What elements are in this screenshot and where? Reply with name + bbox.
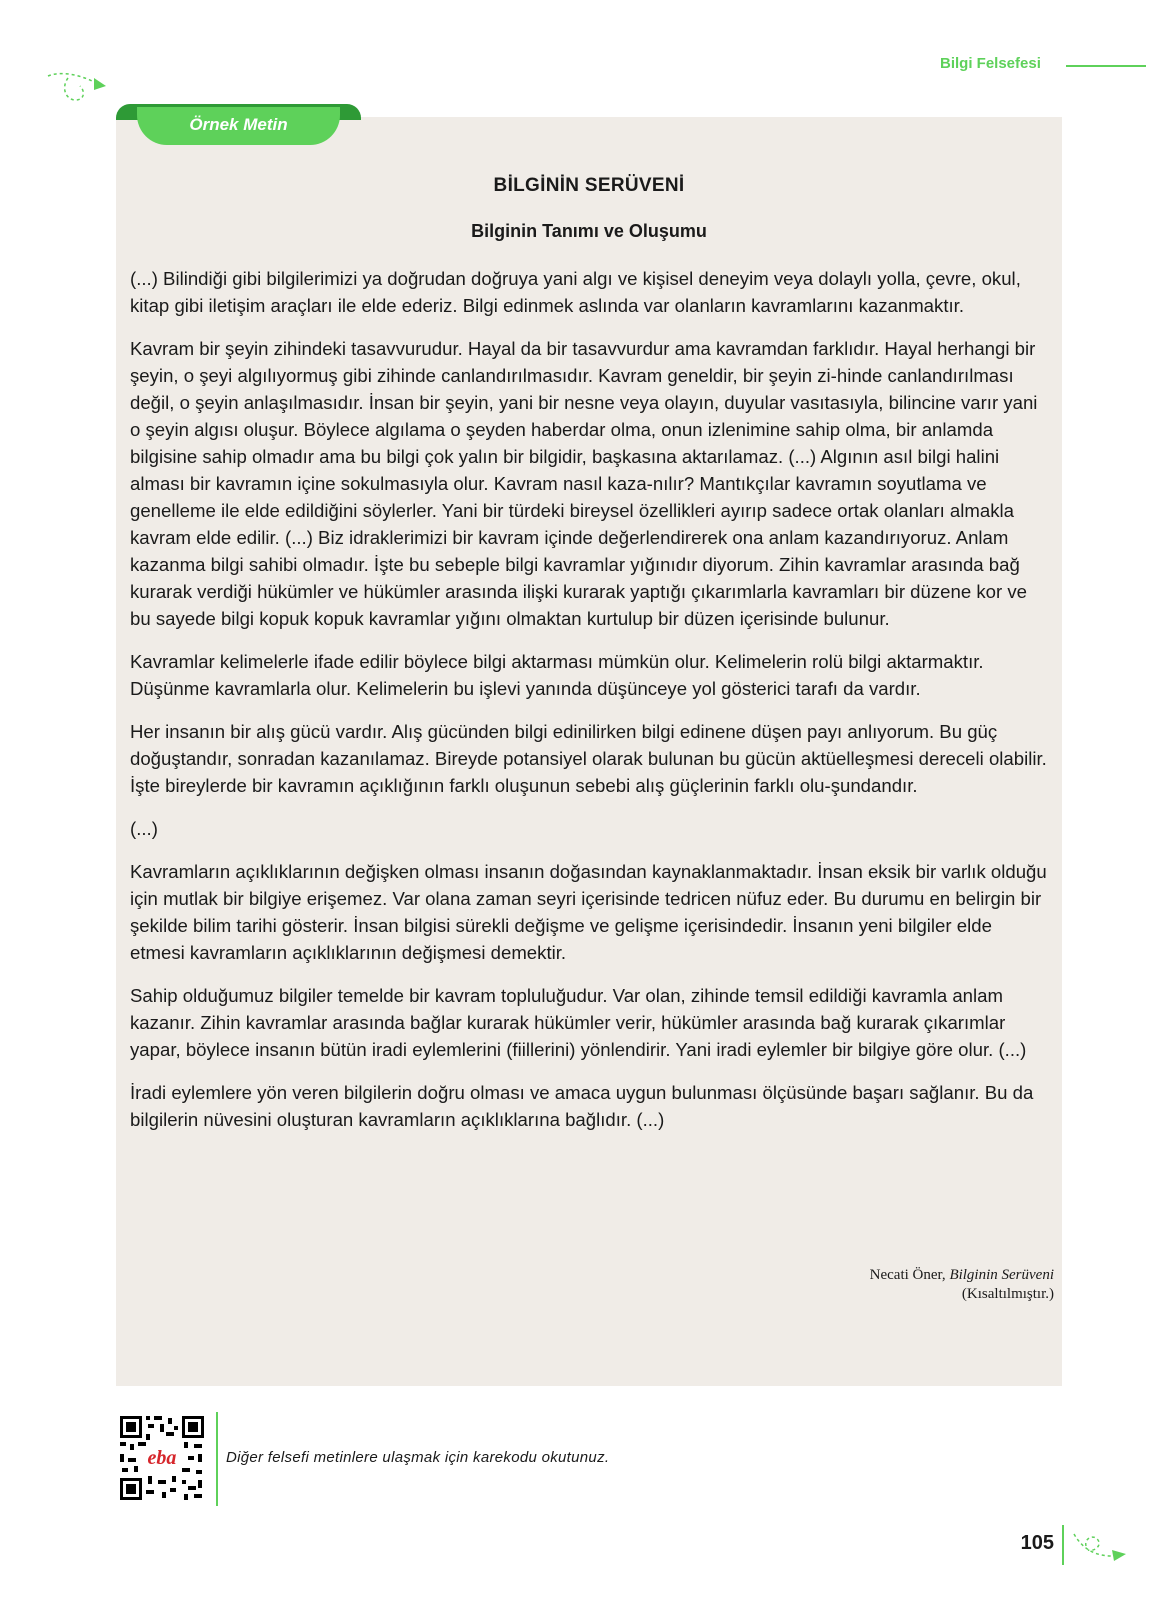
paragraph: (...) Bilindiği gibi bilgilerimizi ya doğrudan doğruya yani algı ve kişisel deneyim veya dolaylı yolla, çevre, okul, kitap gibi iletişim araçları ile elde ederiz. Bilgi edinmek aslında var olanların kavramlarını kazanmaktır.: [130, 268, 1021, 316]
paragraph: Her insanın bir alış gücü vardır. Alış gücünden bilgi edinilirken bilgi edinene düşen payı anlıyorum. Bu güç doğuştandır, sonradan kazanılamaz. Bireyde potansiyel olarak bulunan bu gücün aktüelleşmesi dereceli olabilir. İşte bireylerde bir kavramın açıklığının farklı oluşunun sebebi alış güçlerinin farklı olu-şundandır.: [130, 721, 1047, 796]
qr-divider: [216, 1412, 218, 1506]
paragraph: Sahip olduğumuz bilgiler temelde bir kavram topluluğudur. Var olan, zihinde temsil edildiği kavramla anlam kazanır. Zihin kavramlar arasında bağlar kurarak hükümler verir, hükümler arasında bağ kurarak çıkarımlar yapar, böylece insanın bütün iradi eylemlerini (fiillerini) yönlendirir. Yani iradi eylemler bir bilgiye göre olur. (...): [130, 985, 1027, 1060]
dashed-arrow-icon: [44, 68, 110, 108]
paragraph: İradi eylemlere yön veren bilgilerin doğru olması ve amaca uygun bulunması ölçüsünde başarı sağlanır. Bu da bilgilerin nüvesini oluşturan kavramların açıklıklarına bağlıdır. (...): [130, 1082, 1034, 1130]
tab-label: Örnek Metin: [189, 115, 288, 134]
qr-instruction: Diğer felsefi metinlere ulaşmak için karekodu okutunuz.: [226, 1449, 610, 1466]
eba-logo: eba: [147, 1447, 177, 1469]
header-rule: [1066, 65, 1146, 67]
citation-source: Bilginin Serüveni: [949, 1267, 1054, 1283]
page-number-divider: [1062, 1525, 1064, 1565]
citation: [870, 1266, 1054, 1304]
page-number: 105: [1020, 1532, 1054, 1554]
paragraph: (...): [130, 818, 158, 839]
section-title: Bilgi Felsefesi: [940, 55, 1041, 72]
qr-code-icon[interactable]: [118, 1414, 206, 1502]
paragraph: Kavramlar kelimelerle ifade edilir böylece bilgi aktarması mümkün olur. Kelimelerin rolü bilgi aktarmaktır. Düşünme kavramlarla olur. Kelimelerin bu işlevi yanında düşünceye yol gösterici tarafı da vardır.: [130, 651, 984, 699]
paragraph: Kavramların açıklıklarının değişken olması insanın doğasından kaynaklanmaktadır. İnsan eksik bir varlık olduğu için mutlak bir bilgiye erişemez. Var olana zaman seyri içerisinde tedricen nüfuz eder. Bu durumu en belirgin bir şekilde bilim tarihi gösterir. İnsan bilgisi sürekli değişme ve gelişme içerisindedir. İnsanın yeni bilgiler elde etmesi kavramların açıklıklarının değişmesi demektir.: [130, 861, 1047, 963]
paragraph: Kavram bir şeyin zihindeki tasavvurudur. Hayal da bir tasavvurdur ama kavramdan farklıdır. Hayal herhangi bir şeyin, o şeyi algılıyormuş gibi zihinde canlandırılmasıdır. Kavram geneldir, bir şeyin zi-hinde canlandırılması değil, o şeyin anlaşılmasıdır. İnsan bir şeyin, yani bir nesne veya olayın, duyular vasıtasıyla, bilincine varır yani o şeyin algısı oluşur. Böylece algılama o şeyden haberdar olma, onun izlenimine sahip olma, bir anlamda bilgisine sahip olmadır ama bu bilgi çok yalın bir bilgidir, başkasına aktarılamaz. (...) Algının asıl bilgi halini alması bir kavramın içine sokulmasıyla olur. Kavram nasıl kaza-nılır? Mantıkçılar kavramın soyutlama ve genelleme ile elde edildiğini söylerler. Yani bir türdeki bireysel özellikleri ayırıp sadece ortak olanları almakla kavram elde edilir. (...) Biz idraklerimizi bir kavram içinde değerlendirerek ona anlam kazandırıyoruz. Anlam kazanma bilgi sahibi olmadır. İşte bu sebeple bilgi kavramlar yığınıdır diyorum. Zihin kavramlar arasında bağ kurarak verdiği hükümler ve hükümler arasında ilişki kurarak yaptığı çıkarımlarla kavramları bir düzene kor ve bu sayede bilgi kopuk kopuk kavramlar yığını olmaktan kurtulup bir düzen içerisinde bulunur.: [130, 338, 1038, 629]
citation-note: (Kısaltılmıştır.): [961, 1286, 1054, 1302]
document-title: BİLGİNİN SERÜVENİ: [493, 175, 685, 196]
dashed-arrow-icon: [1072, 1530, 1132, 1564]
document-body: [130, 265, 1048, 1149]
document-subtitle: Bilginin Tanımı ve Oluşumu: [471, 221, 707, 241]
citation-author: Necati Öner,: [869, 1267, 950, 1283]
